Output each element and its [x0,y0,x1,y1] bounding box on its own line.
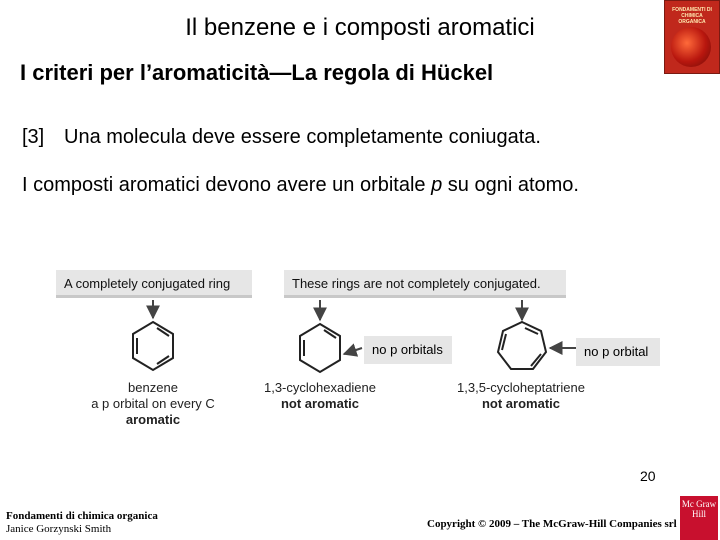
benzene-status: aromatic [125,412,181,427]
benzene-orbital-note: a p orbital on every C [91,396,215,411]
cyclohexadiene-structure [300,324,340,372]
right-header-bar: These rings are not completely conjugated. [284,270,566,298]
arrow-no-p-1 [344,348,362,354]
slide-subtitle: I criteri per l’aromaticità—La regola di Hückel [20,60,494,85]
no-p-orbital-label: no p orbital [576,338,660,366]
heptatriene-status: not aromatic [481,396,560,411]
body-text-pre: I composti aromatici devono avere un orbitale [22,174,432,196]
footer-author: Janice Gorzynski Smith [6,523,112,535]
footer-book-info [6,510,158,536]
cycloheptatriene-structure [498,322,546,369]
benzene-structure [133,322,173,370]
hexadiene-name: 1,3-cyclohexadiene [263,380,377,395]
heptatriene-caption [446,380,596,412]
benzene-caption [78,380,228,428]
point-text: Una molecula deve essere completamente coniugata. [64,126,541,148]
slide-title: Il benzene e i composti aromatici [185,14,535,41]
page-number: 20 [640,468,656,484]
footer-copyright: Copyright © 2009 – The McGraw-Hill Companies srl [427,518,677,530]
left-header-bar: A completely conjugated ring [56,270,252,298]
footer-book-title: Fondamenti di chimica organica [6,510,158,522]
book-cover-title: FONDAMENTI DI CHIMICA ORGANICA [672,7,712,25]
hexadiene-caption [250,380,390,412]
benzene-name: benzene [128,380,178,395]
hexadiene-status: not aromatic [280,396,359,411]
point-number: [3] [22,126,45,148]
heptatriene-name: 1,3,5-cycloheptatriene [457,380,585,395]
body-text-post: su ogni atomo. [442,174,579,196]
body-text-italic: p [431,174,443,196]
no-p-orbitals-label: no p orbitals [364,336,452,364]
mcgraw-hill-logo: Mc Graw Hill [680,496,718,540]
